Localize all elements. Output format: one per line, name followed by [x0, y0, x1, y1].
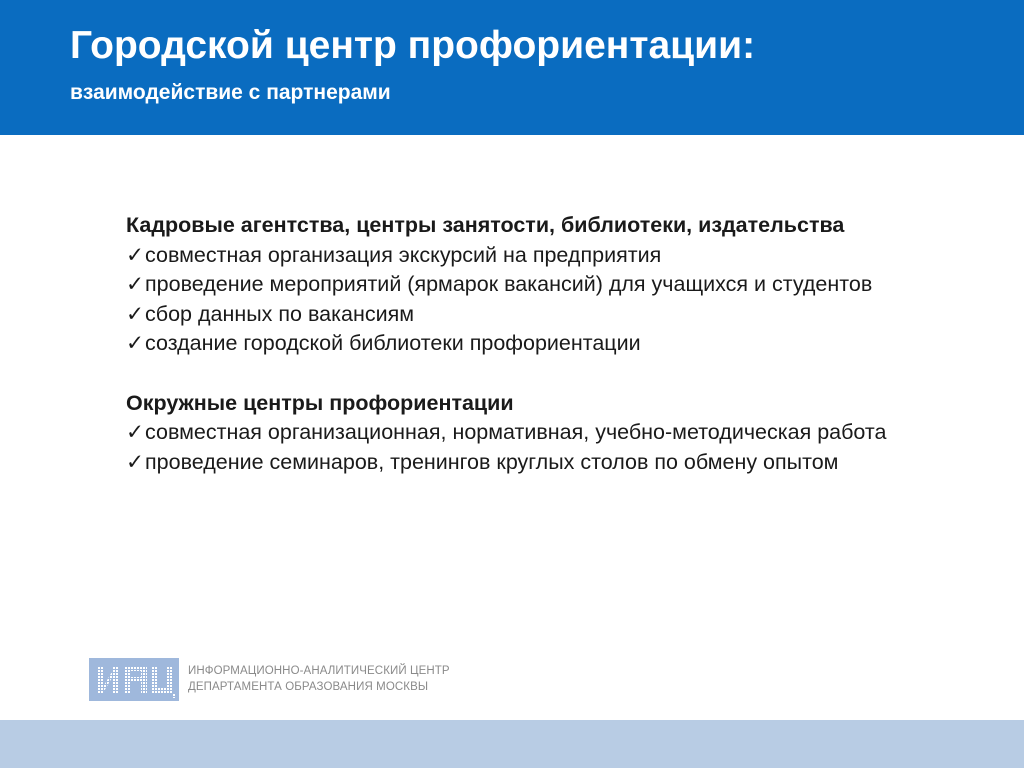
checkmark-icon: ✓: [126, 449, 145, 474]
iac-logo: [89, 658, 179, 701]
checkmark-icon: ✓: [126, 242, 145, 267]
list-item: [126, 300, 956, 330]
list-item: [126, 418, 956, 448]
checkmark-icon: ✓: [126, 420, 145, 444]
section-heading: Кадровые агентства, центры занятости, библиотеки, издательства: [126, 213, 845, 237]
section-heading: Окружные центры профориентации: [126, 390, 514, 415]
page-title: Городской центр профориентации:: [70, 24, 756, 67]
list-item-text: совместная организация экскурсий на предприятия: [145, 242, 662, 267]
list-item-text: сбор данных по вакансиям: [145, 301, 414, 326]
list-item: [126, 329, 956, 359]
page-subtitle: взаимодействие с партнерами: [70, 81, 391, 104]
list-item-text: совместная организационная, нормативная, учебно-методическая работа: [145, 420, 887, 444]
footer-bar: [0, 720, 1024, 768]
iac-logo-mark: [89, 658, 179, 701]
section-district-centers: [126, 389, 956, 478]
list-item: [126, 241, 956, 271]
list-item: [126, 270, 956, 300]
checkmark-icon: ✓: [126, 331, 145, 355]
list-item-text: проведение мероприятий (ярмарок вакансий) для учащихся и студентов: [145, 272, 873, 296]
checkmark-icon: ✓: [126, 272, 145, 296]
section-partners: [126, 211, 956, 359]
organization-name: [188, 663, 450, 695]
header-banner: [0, 0, 1024, 135]
list-item-text: проведение семинаров, тренингов круглых столов по обмену опытом: [145, 449, 839, 474]
org-line-2: ДЕПАРТАМЕНТА ОБРАЗОВАНИЯ МОСКВЫ: [188, 681, 429, 693]
main-content: [126, 211, 956, 477]
list-item-text: создание городской библиотеки профориентации: [145, 331, 641, 355]
checkmark-icon: ✓: [126, 301, 145, 326]
list-item: [126, 448, 956, 478]
org-line-1: ИНФОРМАЦИОННО-АНАЛИТИЧЕСКИЙ ЦЕНТР: [188, 665, 450, 677]
